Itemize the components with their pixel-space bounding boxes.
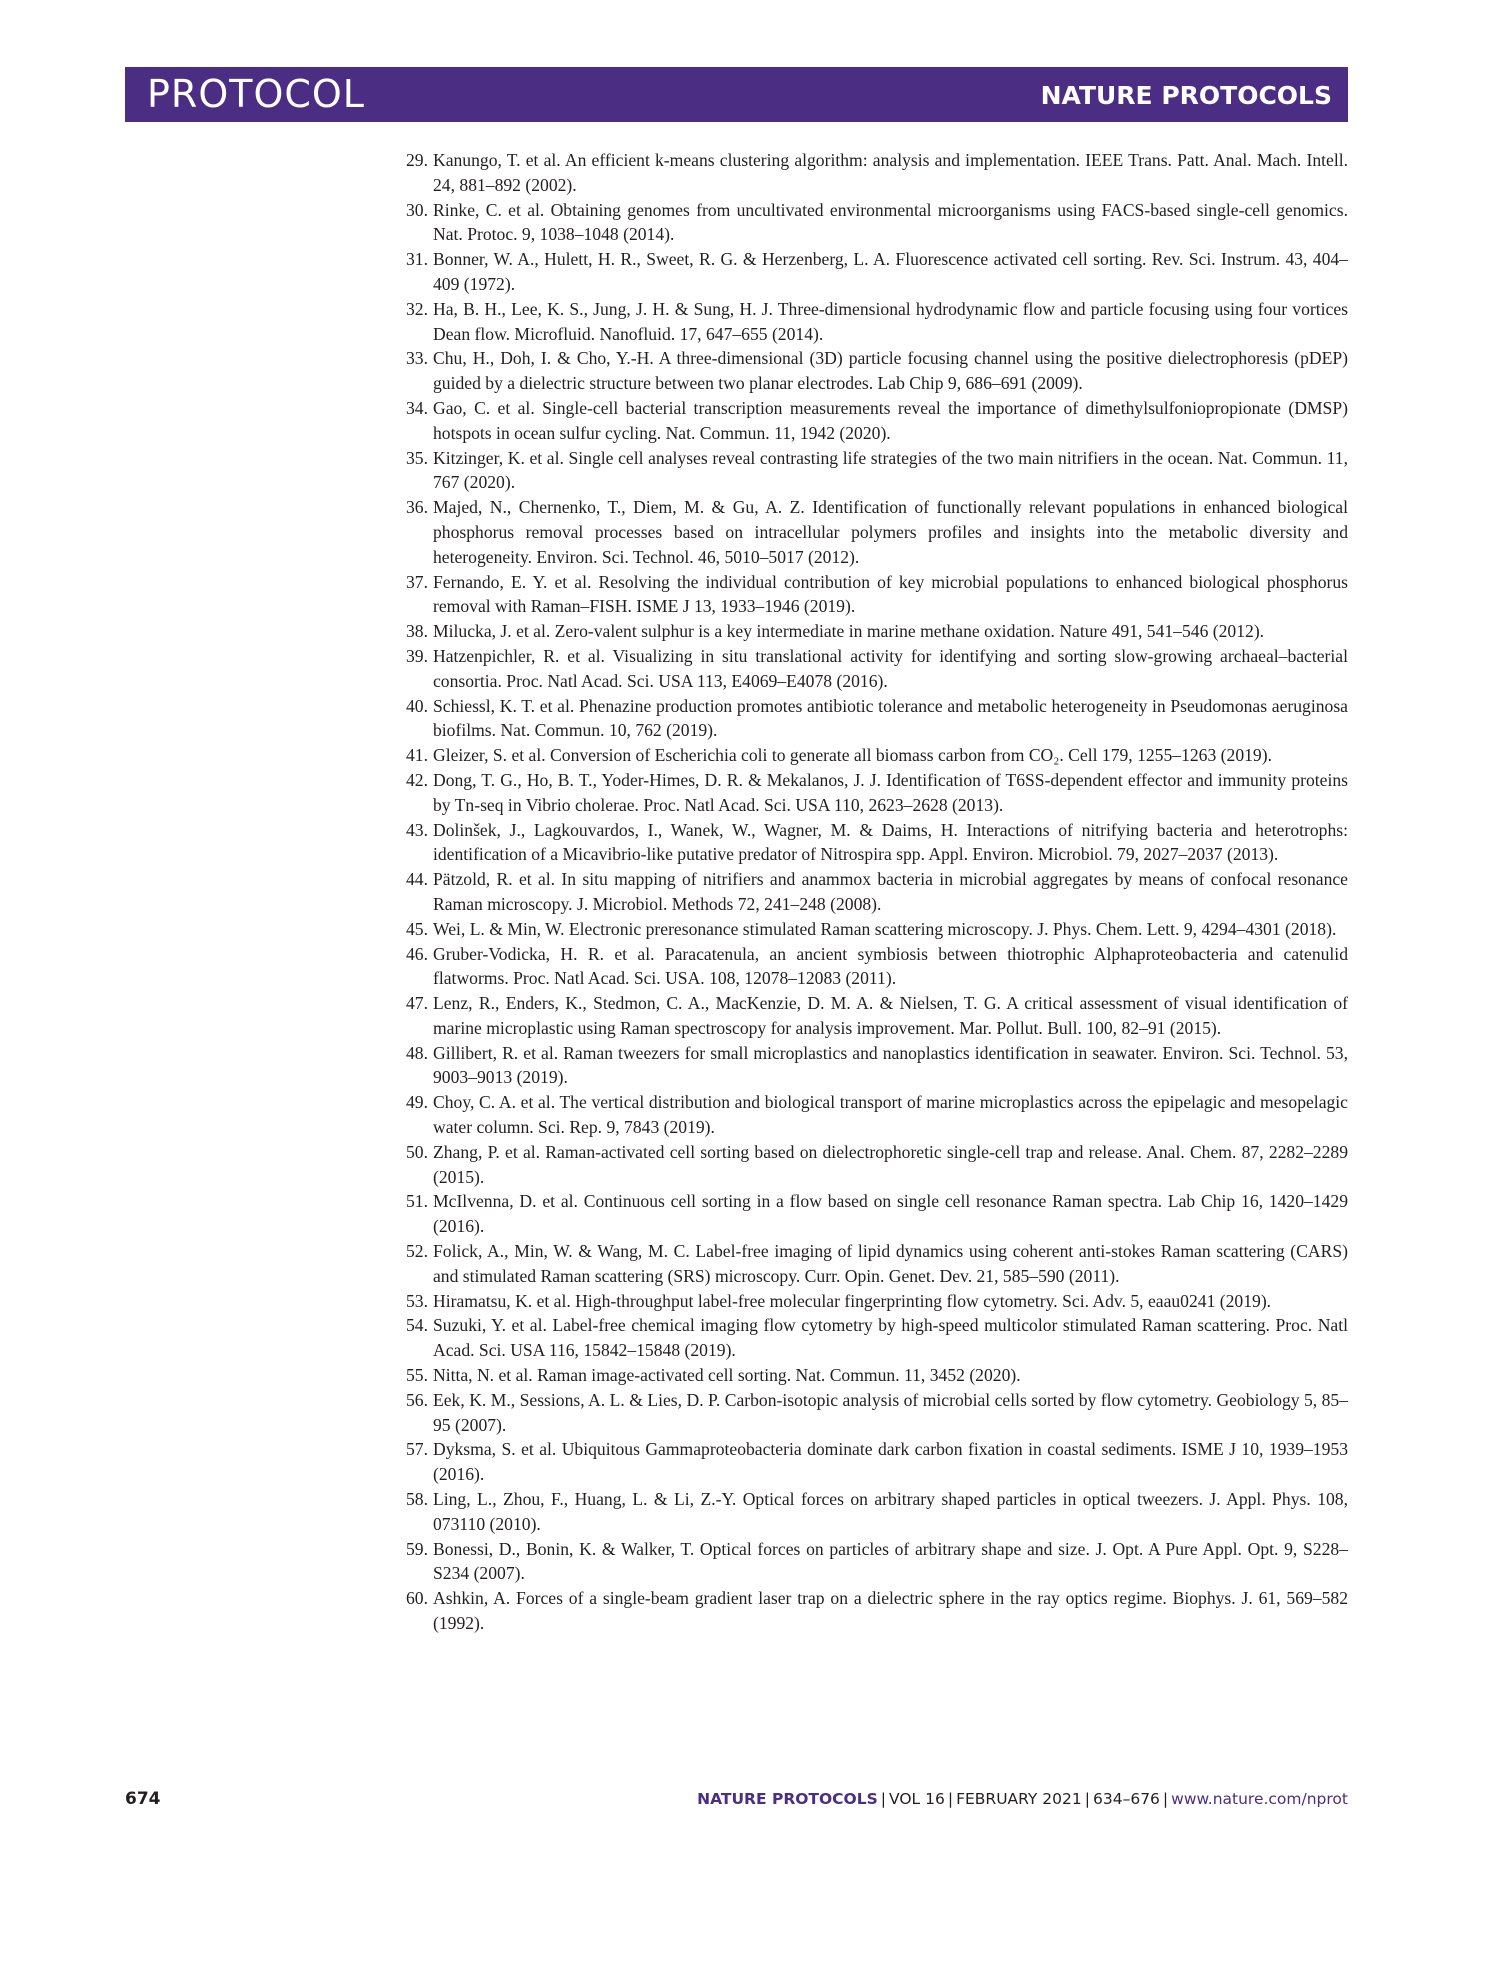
reference-text: Wei, L. & Min, W. Electronic preresonance stimulated Raman scattering microscopy. J. Phys. Chem. Lett. 9, 4294–4301 (2018). [433, 918, 1337, 939]
reference-number: 59. [406, 1538, 428, 1559]
reference-number: 33. [406, 348, 428, 369]
footer-citation: NATURE PROTOCOLS | VOL 16 | FEBRUARY 2021 | 634–676 | www.nature.com/nprot [697, 1790, 1348, 1808]
reference-text: Fernando, E. Y. et al. Resolving the individual contribution of key microbial populations to enhanced biological phosphorus removal with Raman–FISH. ISME J 13, 1933–1946 (2019). [433, 571, 1348, 617]
reference-text: Hatzenpichler, R. et al. Visualizing in situ translational activity for identifying and sorting slow-growing archaeal–bacterial consortia. Proc. Natl Acad. Sci. USA 113, E4069–E4078 (2016). [433, 645, 1348, 691]
reference-number: 38. [406, 621, 428, 642]
reference-item [406, 818, 1348, 868]
reference-text: Dyksma, S. et al. Ubiquitous Gammaproteobacteria dominate dark carbon fixation in coastal sediments. ISME J 10, 1939–1953 (2016). [433, 1439, 1348, 1485]
reference-text: Lenz, R., Enders, K., Stedmon, C. A., MacKenzie, D. M. A. & Nielsen, T. G. A critical assessment of visual identification of marine microplastic using Raman spectroscopy for analysis improvement. Mar. Pollut. Bull. 100, 82–91 (2015). [433, 993, 1348, 1038]
reference-item [406, 247, 1348, 297]
footer-volume: VOL 16 [889, 1790, 945, 1808]
reference-item [406, 1189, 1348, 1239]
reference-text: Pätzold, R. et al. In situ mapping of nitrifiers and anammox bacteria in microbial aggregates by means of confocal resonance Raman microscopy. J. Microbiol. Methods 72, 241–248 (2008). [433, 869, 1348, 914]
reference-item [406, 1239, 1348, 1289]
reference-item [406, 1487, 1348, 1537]
reference-item [406, 1537, 1348, 1587]
reference-number: 40. [406, 695, 428, 716]
footer-journal: NATURE PROTOCOLS [697, 1790, 878, 1808]
reference-number: 37. [406, 571, 428, 592]
reference-item [406, 694, 1348, 744]
reference-item [406, 297, 1348, 347]
reference-item [406, 1313, 1348, 1363]
journal-name: NATURE PROTOCOLS [1040, 81, 1332, 110]
reference-number: 45. [406, 918, 428, 939]
reference-item [406, 942, 1348, 992]
reference-list [406, 148, 1348, 1636]
reference-item [406, 346, 1348, 396]
footer-date: FEBRUARY 2021 [956, 1790, 1082, 1808]
reference-text: Rinke, C. et al. Obtaining genomes from uncultivated environmental microorganisms using FACS-based single-cell genomics. Nat. Protoc. 9, 1038–1048 (2014). [433, 199, 1348, 245]
reference-number: 46. [406, 943, 428, 964]
reference-number: 52. [406, 1241, 428, 1262]
reference-number: 34. [406, 397, 428, 418]
reference-text: Nitta, N. et al. Raman image-activated cell sorting. Nat. Commun. 11, 3452 (2020). [433, 1365, 1021, 1386]
reference-text: Milucka, J. et al. Zero-valent sulphur is a key intermediate in marine methane oxidation. Nature 491, 541–546 (2012). [433, 621, 1265, 642]
reference-text: McIlvenna, D. et al. Continuous cell sorting in a flow based on single cell resonance Raman spectra. Lab Chip 16, 1420–1429 (2016). [433, 1191, 1348, 1237]
reference-text: Suzuki, Y. et al. Label-free chemical imaging flow cytometry by high-speed multicolor stimulated Raman scattering. Proc. Natl Acad. Sci. USA 116, 15842–15848 (2019). [433, 1315, 1348, 1361]
reference-number: 56. [406, 1389, 428, 1410]
reference-item [406, 867, 1348, 917]
reference-number: 47. [406, 993, 428, 1014]
reference-number: 55. [406, 1365, 428, 1386]
reference-item [406, 1289, 1348, 1314]
reference-item [406, 768, 1348, 818]
reference-text: Gao, C. et al. Single-cell bacterial transcription measurements reveal the importance of dimethylsulfoniopropionate (DMSP) hotspots in ocean sulfur cycling. Nat. Commun. 11, 1942 (2020). [433, 397, 1348, 443]
reference-number: 54. [406, 1315, 428, 1336]
reference-item [406, 1140, 1348, 1190]
reference-number: 36. [406, 497, 428, 518]
reference-item [406, 644, 1348, 694]
reference-text: Choy, C. A. et al. The vertical distribution and biological transport of marine microplastics across the epipelagic and mesopelagic water column. Sci. Rep. 9, 7843 (2019). [433, 1092, 1348, 1138]
footer-pages: 634–676 [1093, 1790, 1160, 1808]
reference-text: Dolinšek, J., Lagkouvardos, I., Wanek, W., Wagner, M. & Daims, H. Interactions of nitrifying bacteria and heterotrophs: identification of a Micavibrio-like putative predator of Nitrospira spp. Appl. Environ. Microbiol. 79, 2027–2037 (2013). [433, 819, 1348, 865]
reference-text: Eek, K. M., Sessions, A. L. & Lies, D. P. Carbon-isotopic analysis of microbial cells sorted by flow cytometry. Geobiology 5, 85–95 (2007). [433, 1389, 1348, 1435]
reference-number: 49. [406, 1092, 428, 1113]
reference-number: 39. [406, 645, 428, 666]
reference-text: Bonessi, D., Bonin, K. & Walker, T. Optical forces on particles of arbitrary shape and size. J. Opt. A Pure Appl. Opt. 9, S228–S234 (2007). [433, 1538, 1348, 1584]
section-label: PROTOCOL [147, 72, 365, 116]
reference-number: 53. [406, 1290, 428, 1311]
reference-text: Gillibert, R. et al. Raman tweezers for small microplastics and nanoplastics identification in seawater. Environ. Sci. Technol. 53, 9003–9013 (2019). [433, 1042, 1348, 1088]
reference-number: 29. [406, 150, 428, 170]
reference-text: Gruber-Vodicka, H. R. et al. Paracatenula, an ancient symbiosis between thiotrophic Alphaproteobacteria and catenulid flatworms. Proc. Natl Acad. Sci. USA. 108, 12078–12083 (2011). [433, 943, 1348, 989]
reference-item [406, 570, 1348, 620]
reference-text: Chu, H., Doh, I. & Cho, Y.-H. A three-dimensional (3D) particle focusing channel using the positive dielectrophoresis (pDEP) guided by a dielectric structure between two planar electrodes. Lab Chip 9, 686–691 (2009). [433, 348, 1348, 394]
reference-text: Dong, T. G., Ho, B. T., Yoder-Himes, D. R. & Mekalanos, J. J. Identification of T6SS-dependent effector and immunity proteins by Tn-seq in Vibrio cholerae. Proc. Natl Acad. Sci. USA 110, 2623–2628 (2013). [433, 769, 1348, 815]
reference-text: Kanungo, T. et al. An efficient k-means clustering algorithm: analysis and implementation. IEEE Trans. Patt. Anal. Mach. Intell. 24, 881–892 (2002). [433, 150, 1348, 195]
reference-number: 57. [406, 1439, 428, 1460]
reference-text: Kitzinger, K. et al. Single cell analyses reveal contrasting life strategies of the two main nitrifiers in the ocean. Nat. Commun. 11, 767 (2020). [433, 447, 1348, 493]
reference-number: 43. [406, 819, 428, 840]
reference-number: 44. [406, 869, 428, 890]
reference-item [406, 148, 1348, 198]
reference-item [406, 1586, 1348, 1636]
reference-text: Folick, A., Min, W. & Wang, M. C. Label-free imaging of lipid dynamics using coherent anti-stokes Raman scattering (CARS) and stimulated Raman scattering (SRS) microscopy. Curr. Opin. Genet. Dev. 21, 585–590 (2011). [433, 1241, 1348, 1286]
reference-number: 35. [406, 447, 428, 468]
reference-number: 60. [406, 1588, 428, 1609]
reference-item [406, 1041, 1348, 1091]
reference-number: 48. [406, 1042, 428, 1063]
header-bar [125, 67, 1348, 122]
reference-number: 31. [406, 249, 428, 270]
footer-url[interactable]: www.nature.com/nprot [1171, 1790, 1348, 1808]
reference-number: 30. [406, 199, 428, 220]
reference-text: Zhang, P. et al. Raman-activated cell sorting based on dielectrophoretic single-cell trap and release. Anal. Chem. 87, 2282–2289 (2015). [433, 1141, 1348, 1187]
reference-item [406, 198, 1348, 248]
reference-item [406, 495, 1348, 569]
reference-number: 58. [406, 1489, 428, 1510]
reference-text: Majed, N., Chernenko, T., Diem, M. & Gu, A. Z. Identification of functionally relevant populations in enhanced biological phosphorus removal processes based on intracellular polymers profiles and insights into the metabolic diversity and heterogeneity. Environ. Sci. Technol. 46, 5010–5017 (2012). [433, 497, 1348, 567]
reference-item [406, 1437, 1348, 1487]
reference-text: Gleizer, S. et al. Conversion of Escherichia coli to generate all biomass carbon from CO₂. Cell 179, 1255–1263 (2019). [433, 745, 1272, 766]
reference-text: Ashkin, A. Forces of a single-beam gradient laser trap on a dielectric sphere in the ray optics regime. Biophys. J. 61, 569–582 (1992). [433, 1588, 1348, 1634]
reference-number: 32. [406, 298, 428, 319]
reference-text: Schiessl, K. T. et al. Phenazine production promotes antibiotic tolerance and metabolic heterogeneity in Pseudomonas aeruginosa biofilms. Nat. Commun. 10, 762 (2019). [433, 695, 1348, 741]
reference-text: Bonner, W. A., Hulett, H. R., Sweet, R. G. & Herzenberg, L. A. Fluorescence activated cell sorting. Rev. Sci. Instrum. 43, 404–409 (1972). [433, 249, 1348, 294]
reference-item [406, 1388, 1348, 1438]
reference-item [406, 1363, 1348, 1388]
reference-number: 42. [406, 769, 428, 790]
reference-text: Ling, L., Zhou, F., Huang, L. & Li, Z.-Y. Optical forces on arbitrary shaped particles in optical tweezers. J. Appl. Phys. 108, 073110 (2010). [433, 1489, 1348, 1534]
reference-item [406, 619, 1348, 644]
page-number: 674 [125, 1789, 161, 1809]
reference-text: Ha, B. H., Lee, K. S., Jung, J. H. & Sung, H. J. Three-dimensional hydrodynamic flow and particle focusing using four vortices Dean flow. Microfluid. Nanofluid. 17, 647–655 (2014). [433, 298, 1348, 344]
reference-item [406, 917, 1348, 942]
reference-number: 50. [406, 1141, 428, 1162]
reference-item [406, 446, 1348, 496]
reference-item [406, 743, 1348, 768]
reference-number: 41. [406, 745, 428, 766]
reference-text: Hiramatsu, K. et al. High-throughput label-free molecular fingerprinting flow cytometry. Sci. Adv. 5, eaau0241 (2019). [433, 1290, 1272, 1311]
reference-item [406, 1090, 1348, 1140]
reference-number: 51. [406, 1191, 428, 1212]
reference-item [406, 396, 1348, 446]
reference-item [406, 991, 1348, 1041]
